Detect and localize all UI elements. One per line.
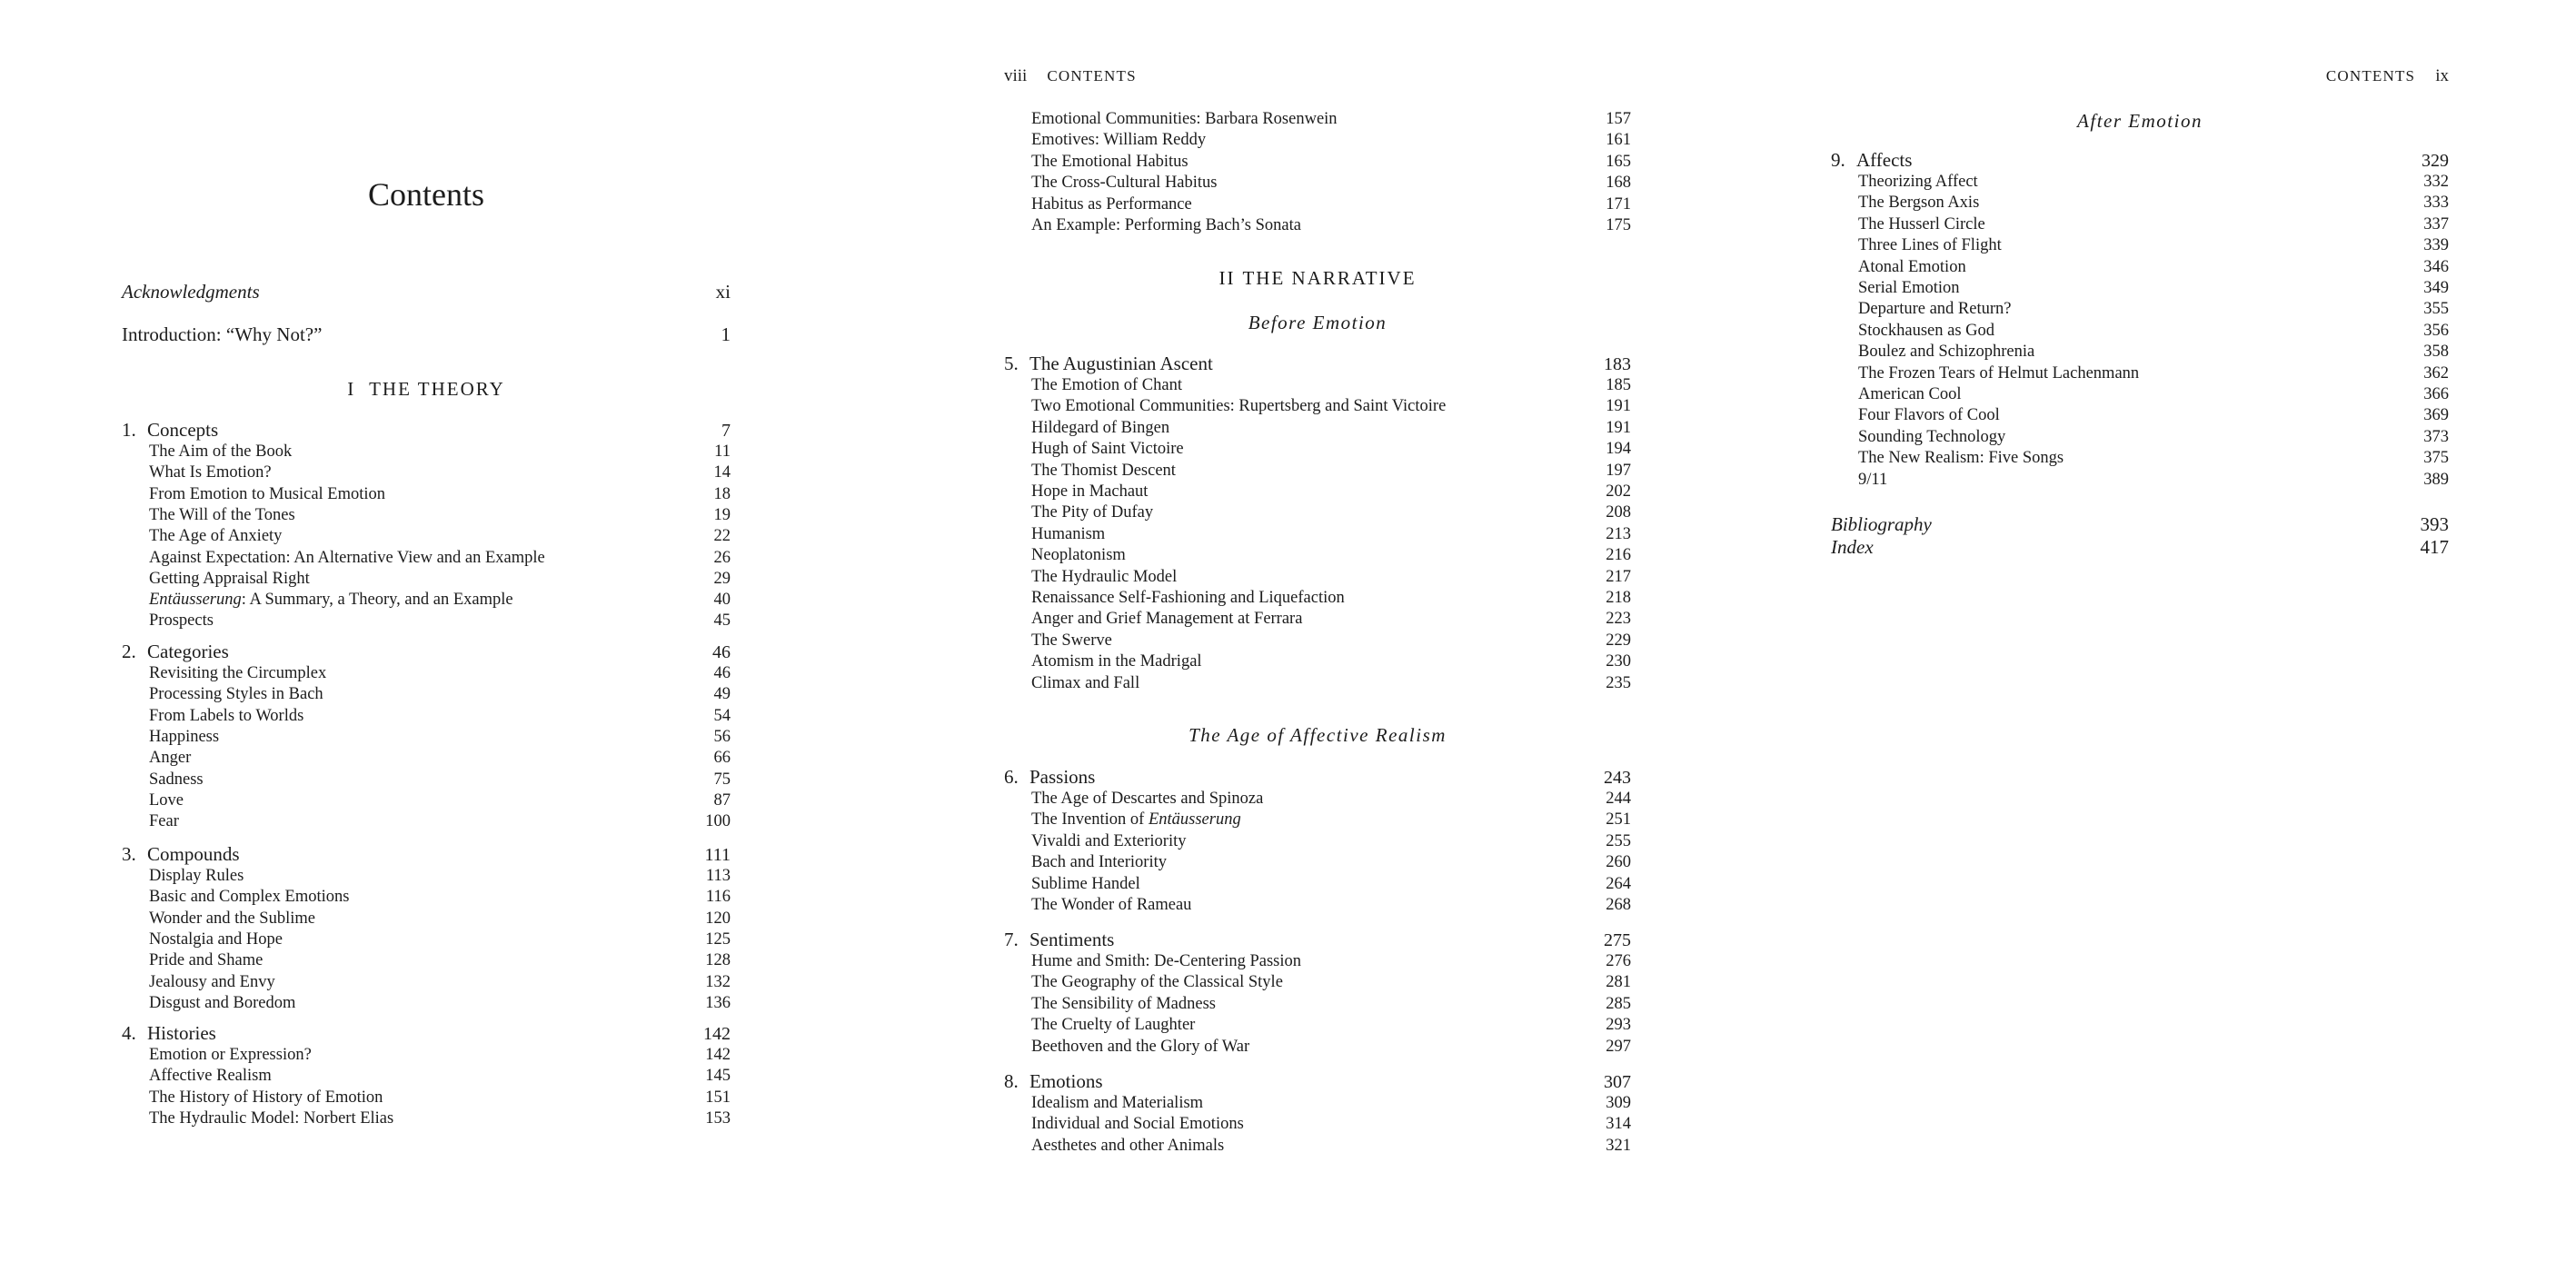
section-entry: Atonal Emotion 346: [1858, 257, 2449, 276]
section-entry: The Geography of the Classical Style 281: [1031, 973, 1631, 992]
section-entry: The Hydraulic Model: Norbert Elias 153: [149, 1108, 731, 1128]
section-entry: Aesthetes and other Animals 321: [1031, 1136, 1631, 1155]
section-entry: Boulez and Schizophrenia 358: [1858, 343, 2449, 362]
section-entry: The Frozen Tears of Helmut Lachenmann 362: [1858, 363, 2449, 383]
subheading-before-emotion: Before Emotion: [1248, 312, 1387, 333]
section-entry: Climax and Fall 235: [1031, 673, 1631, 692]
section-entry: Bach and Interiority 260: [1031, 853, 1631, 872]
toc-entry-index: Index 417: [1831, 536, 2449, 558]
chapter-heading: 8. Emotions 307: [1004, 1070, 1631, 1092]
section-entry: Nostalgia and Hope 125: [149, 929, 731, 949]
chapter-heading: 9. Affects 329: [1831, 149, 2449, 171]
section-entry: Emotional Communities: Barbara Rosenwein 157: [1031, 110, 1631, 128]
section-entry: The Hydraulic Model 217: [1031, 567, 1631, 586]
section-entry: From Labels to Worlds 54: [149, 706, 731, 725]
section-entry: From Emotion to Musical Emotion 18: [149, 484, 731, 503]
section-entry: The Invention of Entäusserung 251: [1031, 810, 1631, 830]
section-entry: Getting Appraisal Right 29: [149, 569, 731, 588]
section-entry: The Husserl Circle 337: [1858, 214, 2449, 234]
running-head: CONTENTS ix: [2325, 66, 2449, 85]
section-entry: Revisiting the Circumplex 46: [149, 664, 731, 682]
section-entry: Habitus as Performance 171: [1031, 194, 1631, 214]
section-entry: Neoplatonism 216: [1031, 546, 1631, 565]
section-entry: Love 87: [149, 790, 731, 810]
section-entry: What Is Emotion? 14: [149, 463, 731, 482]
section-entry: The Cruelty of Laughter 293: [1031, 1016, 1631, 1035]
section-entry: Renaissance Self-Fashioning and Liquefaction 218: [1031, 589, 1631, 607]
section-entry: The Emotion of Chant 185: [1031, 376, 1631, 394]
section-entry: 9/11 389: [1858, 470, 2449, 489]
section-entry: The New Realism: Five Songs 375: [1858, 449, 2449, 468]
section-entry: An Example: Performing Bach’s Sonata 175: [1031, 216, 1631, 234]
section-entry: Idealism and Materialism 309: [1031, 1094, 1631, 1112]
subheading-affective-realism: The Age of Affective Realism: [1189, 724, 1447, 746]
right-page: [1831, 0, 2449, 1272]
section-entry: Sounding Technology 373: [1858, 427, 2449, 446]
section-entry: Disgust and Boredom 136: [149, 993, 731, 1012]
middle-page: [1004, 0, 1631, 1272]
section-entry: Jealousy and Envy 132: [149, 972, 731, 991]
chapter-heading: 5. The Augustinian Ascent 183: [1004, 353, 1631, 374]
running-head: viii CONTENTS: [1004, 66, 1137, 85]
chapter-heading: 3. Compounds 111: [122, 843, 731, 865]
section-entry: Basic and Complex Emotions 116: [149, 888, 731, 907]
section-entry: Hugh of Saint Victoire 194: [1031, 440, 1631, 459]
part-heading-ii: II THE NARRATIVE: [1218, 267, 1417, 289]
part-heading-i: I THE THEORY: [347, 378, 505, 400]
chapter-heading: 6. Passions 243: [1004, 766, 1631, 788]
section-entry: Anger 66: [149, 749, 731, 768]
section-entry: Four Flavors of Cool 369: [1858, 406, 2449, 425]
left-page: [122, 0, 731, 1272]
chapter-heading: 2. Categories 46: [122, 641, 731, 662]
folio: viii: [1004, 66, 1028, 85]
section-entry: Two Emotional Communities: Rupertsberg and Saint Victoire 191: [1031, 397, 1631, 416]
folio: ix: [2435, 66, 2449, 85]
section-entry: Serial Emotion 349: [1858, 279, 2449, 297]
page-title: Contents: [367, 176, 484, 213]
section-entry: The Age of Descartes and Spinoza 244: [1031, 790, 1631, 808]
section-entry: Wonder and the Sublime 120: [149, 909, 731, 928]
section-entry: Humanism 213: [1031, 524, 1631, 543]
section-entry: Atomism in the Madrigal 230: [1031, 652, 1631, 671]
section-entry: Beethoven and the Glory of War 297: [1031, 1037, 1631, 1056]
section-entry: Processing Styles in Bach 49: [149, 685, 731, 704]
section-entry: Entäusserung: A Summary, a Theory, and an Example 40: [149, 591, 731, 610]
section-entry: The Bergson Axis 333: [1858, 194, 2449, 213]
chapter-heading: 7. Sentiments 275: [1004, 929, 1631, 950]
toc-entry-introduction: Introduction: “Why Not?” 1: [122, 323, 731, 345]
chapter-heading: 1. Concepts 7: [122, 419, 731, 441]
section-entry: Stockhausen as God 356: [1858, 321, 2449, 340]
section-entry: Hope in Machaut 202: [1031, 482, 1631, 501]
section-entry: Hildegard of Bingen 191: [1031, 418, 1631, 437]
section-entry: Sublime Handel 264: [1031, 874, 1631, 893]
section-entry: Vivaldi and Exteriority 255: [1031, 831, 1631, 850]
section-entry: The Age of Anxiety 22: [149, 527, 731, 546]
section-entry: The Will of the Tones 19: [149, 505, 731, 524]
section-entry: Affective Realism 145: [149, 1067, 731, 1086]
section-entry: Hume and Smith: De-Centering Passion 276: [1031, 952, 1631, 970]
section-entry: Three Lines of Flight 339: [1858, 236, 2449, 255]
section-entry: Departure and Return? 355: [1858, 300, 2449, 319]
section-entry: The Aim of the Book 11: [149, 442, 731, 461]
section-entry: The Pity of Dufay 208: [1031, 503, 1631, 522]
section-entry: The Emotional Habitus 165: [1031, 152, 1631, 171]
section-entry: Anger and Grief Management at Ferrara 223: [1031, 610, 1631, 629]
subheading-after-emotion: After Emotion: [2077, 110, 2203, 132]
section-entry: The Swerve 229: [1031, 631, 1631, 650]
section-entry: Sadness 75: [149, 770, 731, 789]
section-entry: The Wonder of Rameau 268: [1031, 896, 1631, 914]
section-entry: American Cool 366: [1858, 385, 2449, 403]
toc-entry-bibliography: Bibliography 393: [1831, 513, 2449, 535]
section-entry: Theorizing Affect 332: [1858, 173, 2449, 191]
section-entry: Happiness 56: [149, 727, 731, 746]
section-entry: Display Rules 113: [149, 867, 731, 885]
section-entry: The Cross-Cultural Habitus 168: [1031, 174, 1631, 193]
section-entry: Pride and Shame 128: [149, 951, 731, 970]
section-entry: Prospects 45: [149, 611, 731, 631]
section-entry: Against Expectation: An Alternative View and an Example 26: [149, 548, 731, 567]
section-entry: The History of History of Emotion 151: [149, 1088, 731, 1107]
section-entry: Fear 100: [149, 812, 731, 831]
section-entry: Emotives: William Reddy 161: [1031, 131, 1631, 150]
section-entry: Emotion or Expression? 142: [149, 1046, 731, 1064]
section-entry: Individual and Social Emotions 314: [1031, 1115, 1631, 1134]
chapter-heading: 4. Histories 142: [122, 1022, 731, 1044]
section-entry: The Sensibility of Madness 285: [1031, 994, 1631, 1013]
section-entry: The Thomist Descent 197: [1031, 461, 1631, 480]
toc-entry-acknowledgments: Acknowledgments xi: [122, 281, 731, 303]
